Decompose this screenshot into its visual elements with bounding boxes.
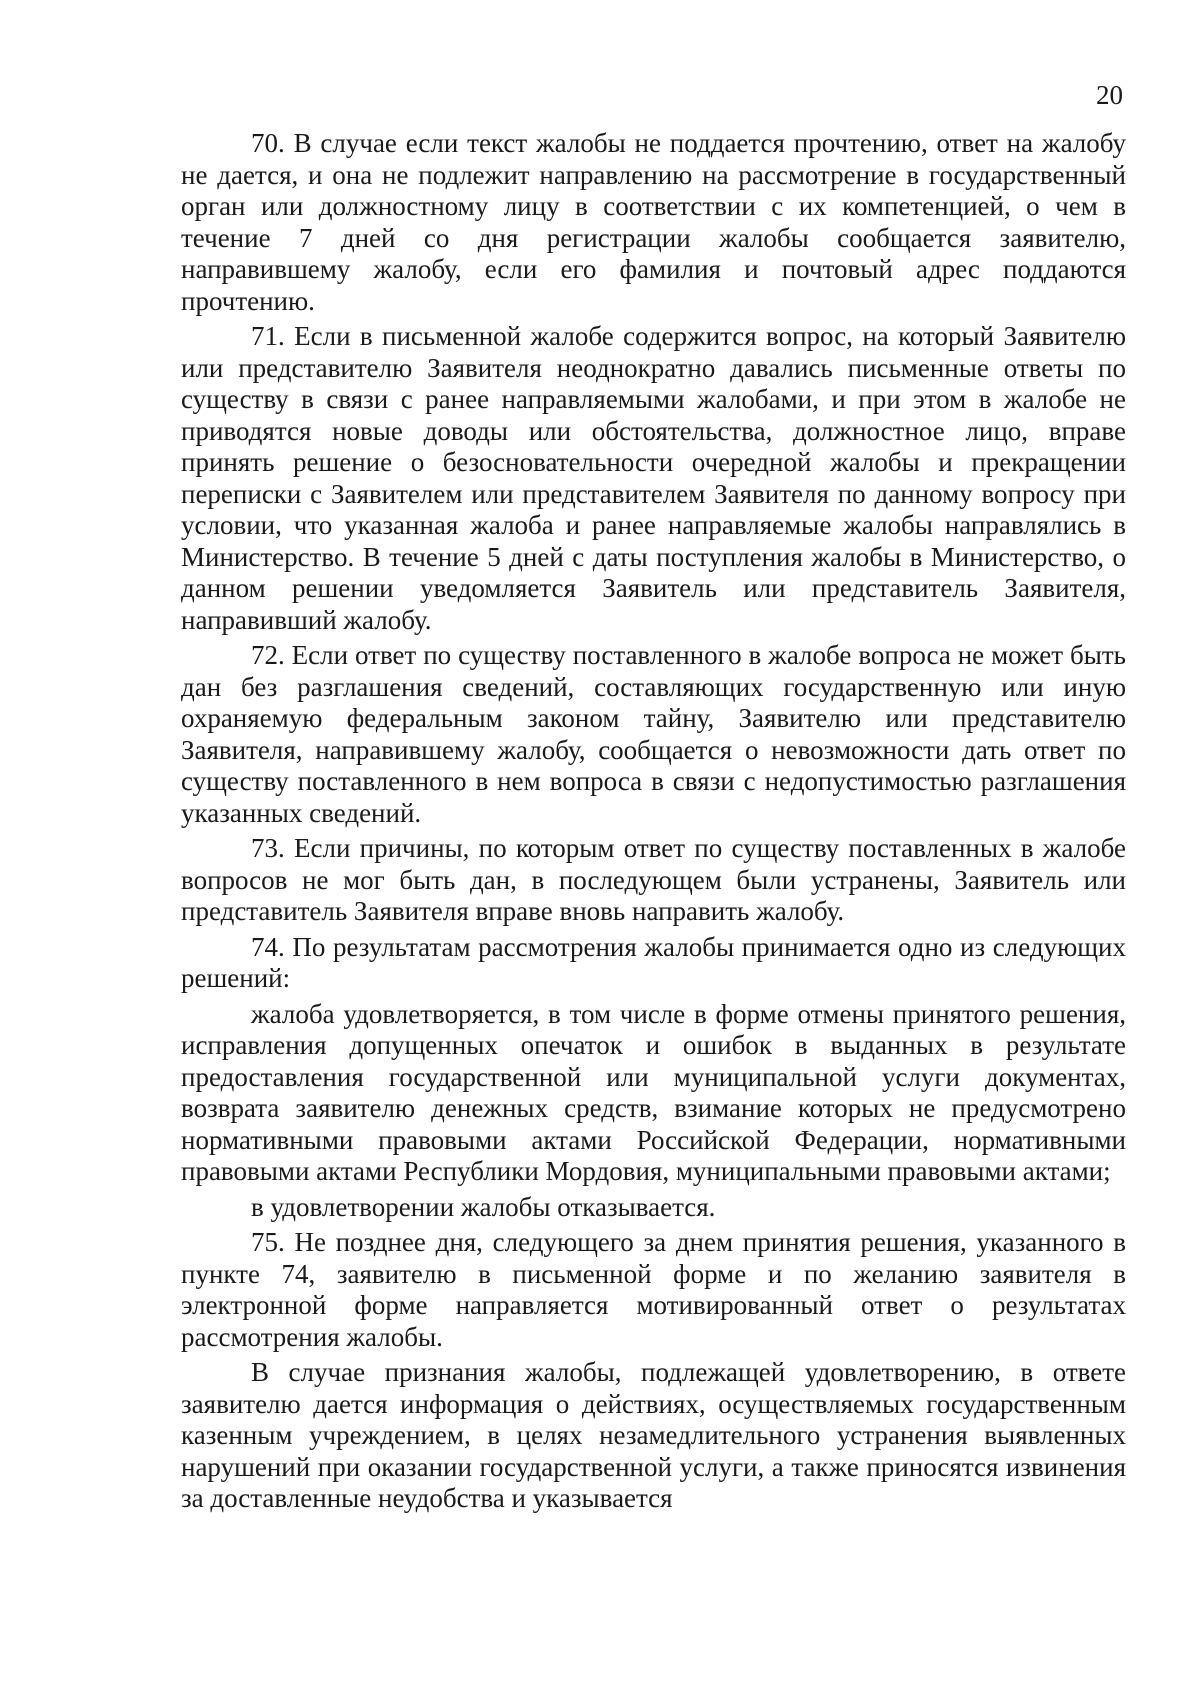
page-number: 20 — [1096, 80, 1123, 110]
paragraph-74: 74. По результатам рассмотрения жалобы принимается одно из следующих решений: — [181, 931, 1126, 993]
paragraph-73: 73. Если причины, по которым ответ по существу поставленных в жалобе вопросов не мог быть дан, в последующем были устранены, Заявитель или представитель Заявителя вправе вновь направить жалобу. — [181, 833, 1126, 926]
paragraph-75: 75. Не позднее дня, следующего за днем принятия решения, указанного в пункте 74, заявителю в письменной форме и по желанию заявителя в электронной форме направляется мотивированный ответ о результатах рассмотрения жалобы. — [181, 1227, 1126, 1352]
paragraph-74-option-2: в удовлетворении жалобы отказывается. — [251, 1191, 716, 1222]
paragraph-72: 72. Если ответ по существу поставленного в жалобе вопроса не может быть дан без разглашения сведений, составляющих государственную или иную охраняемую федеральным законом тайну, Заявителю или представителю Заявителя, направившему жалобу, сообщается о невозможности дать ответ по существу поставленного в нем вопроса в связи с недопустимостью разглашения указанных сведений. — [181, 640, 1126, 828]
document-body — [181, 128, 1126, 1515]
paragraph-71: 71. Если в письменной жалобе содержится вопрос, на который Заявителю или представителю Заявителя неоднократно давались письменные ответы по существу в связи с ранее направляемыми жалобами, и при этом в жалобе не приводятся новые доводы или обстоятельства, должностное лицо, вправе принять решение о безосновательности очередной жалобы и прекращении переписки с Заявителем или представителем Заявителя по данному вопросу при условии, что указанная жалоба и ранее направляемые жалобы направлялись в Министерство. В течение 5 дней с даты поступления жалобы в Министерство, о данном решении уведомляется Заявитель или представитель Заявителя, направивший жалобу. — [181, 321, 1126, 635]
paragraph-70: 70. В случае если текст жалобы не поддается прочтению, ответ на жалобу не дается, и она не подлежит направлению на рассмотрение в государственный орган или должностному лицу в соответствии с их компетенцией, о чем в течение 7 дней со дня регистрации жалобы сообщается заявителю, направившему жалобу, если его фамилия и почтовый адрес поддаются прочтению. — [181, 128, 1126, 316]
paragraph-75-continuation: В случае признания жалобы, подлежащей удовлетворению, в ответе заявителю дается информация о действиях, осуществляемых государственным казенным учреждением, в целях незамедлительного устранения выявленных нарушений при оказании государственной услуги, а также приносятся извинения за доставленные неудобства и указывается — [181, 1357, 1126, 1513]
paragraph-74-option-1: жалоба удовлетворяется, в том числе в форме отмены принятого решения, исправления допущенных опечаток и ошибок в выданных в результате предоставления государственной или муниципальной услуги документах, возврата заявителю денежных средств, взимание которых не предусмотрено нормативными правовыми актами Российской Федерации, нормативными правовыми актами Республики Мордовия, муниципальными правовыми актами; — [181, 998, 1126, 1186]
